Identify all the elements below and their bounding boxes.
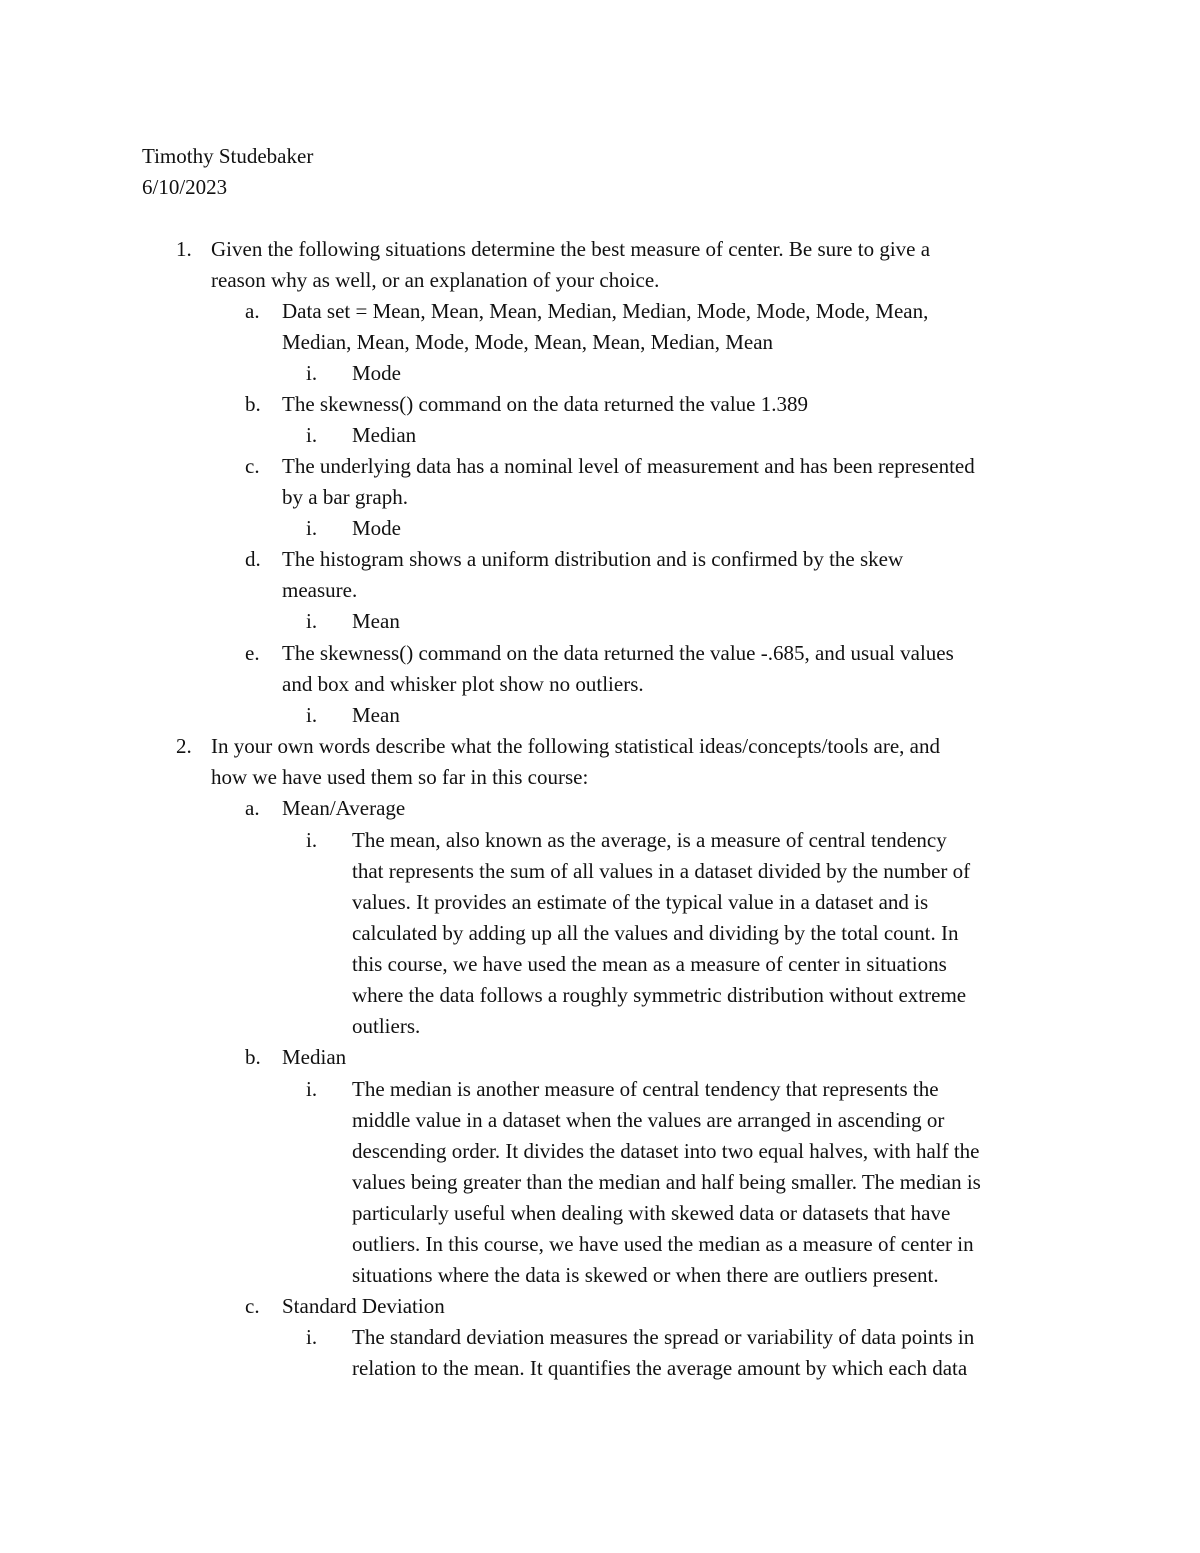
item-2c-answer-marker: i. <box>306 1325 318 1349</box>
item-2a-answer-line: that represents the sum of all values in a dataset divided by the number of <box>352 859 971 883</box>
item-1a-text-line: Data set = Mean, Mean, Mean, Median, Median, Mode, Mode, Mode, Mean, <box>282 299 929 323</box>
item-1d-text-line: The histogram shows a uniform distribution and is confirmed by the skew <box>282 547 904 571</box>
item-1e-text-line: and box and whisker plot show no outliers. <box>282 672 644 696</box>
item-2b-answer-marker: i. <box>306 1077 318 1101</box>
item-1c-text-line: by a bar graph. <box>282 485 408 509</box>
item-2a-letter: a. <box>245 796 260 820</box>
item-1d-answer: Mean <box>352 609 400 633</box>
item-2a-answer-line: The mean, also known as the average, is a measure of central tendency <box>352 828 947 852</box>
question-1-number: 1. <box>176 237 192 261</box>
item-1e-answer-marker: i. <box>306 703 318 727</box>
item-2a-answer-line: values. It provides an estimate of the typical value in a dataset and is <box>352 890 929 914</box>
item-2a-answer-line: outliers. <box>352 1014 421 1038</box>
item-2c-answer-line: relation to the mean. It quantifies the average amount by which each data <box>352 1356 968 1380</box>
item-1e-letter: e. <box>245 641 260 665</box>
question-2-number: 2. <box>176 734 192 758</box>
item-2b-answer-line: The median is another measure of central tendency that represents the <box>352 1077 939 1101</box>
item-2a-answer-marker: i. <box>306 828 318 852</box>
item-2b-answer-line: middle value in a dataset when the values are arranged in ascending or <box>352 1108 945 1132</box>
item-2b-letter: b. <box>245 1045 261 1069</box>
item-1d-letter: d. <box>245 547 261 571</box>
item-1e-answer: Mean <box>352 703 400 727</box>
item-2b-answer-line: outliers. In this course, we have used the median as a measure of center in <box>352 1232 974 1256</box>
item-1b-text-line: The skewness() command on the data returned the value 1.389 <box>282 392 808 416</box>
question-1-text-line: Given the following situations determine the best measure of center. Be sure to give a <box>211 237 931 261</box>
item-2b-answer-line: descending order. It divides the dataset into two equal halves, with half the <box>352 1139 980 1163</box>
item-1b-answer: Median <box>352 423 417 447</box>
item-1a-text-line: Median, Mean, Mode, Mode, Mean, Mean, Median, Mean <box>282 330 774 354</box>
item-2c-answer-line: The standard deviation measures the spread or variability of data points in <box>352 1325 975 1349</box>
item-1c-answer: Mode <box>352 516 401 540</box>
item-2c-title: Standard Deviation <box>282 1294 445 1318</box>
item-1d-answer-marker: i. <box>306 609 318 633</box>
item-1b-answer-marker: i. <box>306 423 318 447</box>
item-2a-title: Mean/Average <box>282 796 406 820</box>
item-2b-answer-line: situations where the data is skewed or when there are outliers present. <box>352 1263 939 1287</box>
item-1e-text-line: The skewness() command on the data returned the value -.685, and usual values <box>282 641 954 665</box>
item-2a-answer-line: this course, we have used the mean as a measure of center in situations <box>352 952 947 976</box>
item-2b-answer-line: values being greater than the median and half being smaller. The median is <box>352 1170 981 1194</box>
item-2a-answer-line: where the data follows a roughly symmetric distribution without extreme <box>352 983 967 1007</box>
item-1c-letter: c. <box>245 454 260 478</box>
item-1a-answer-marker: i. <box>306 361 318 385</box>
question-2-text-line: how we have used them so far in this course: <box>211 765 589 789</box>
item-1c-answer-marker: i. <box>306 516 318 540</box>
item-1a-letter: a. <box>245 299 260 323</box>
item-2b-answer-line: particularly useful when dealing with skewed data or datasets that have <box>352 1201 951 1225</box>
question-1-text-line: reason why as well, or an explanation of your choice. <box>211 268 660 292</box>
item-1d-text-line: measure. <box>282 578 358 602</box>
item-1b-letter: b. <box>245 392 261 416</box>
question-2-text-line: In your own words describe what the following statistical ideas/concepts/tools are, and <box>211 734 940 758</box>
document-date: 6/10/2023 <box>142 175 228 199</box>
item-2c-letter: c. <box>245 1294 260 1318</box>
item-2b-title: Median <box>282 1045 347 1069</box>
author-name: Timothy Studebaker <box>142 144 314 168</box>
item-1c-text-line: The underlying data has a nominal level of measurement and has been represented <box>282 454 975 478</box>
item-1a-answer: Mode <box>352 361 401 385</box>
item-2a-answer-line: calculated by adding up all the values and dividing by the total count. In <box>352 921 959 945</box>
